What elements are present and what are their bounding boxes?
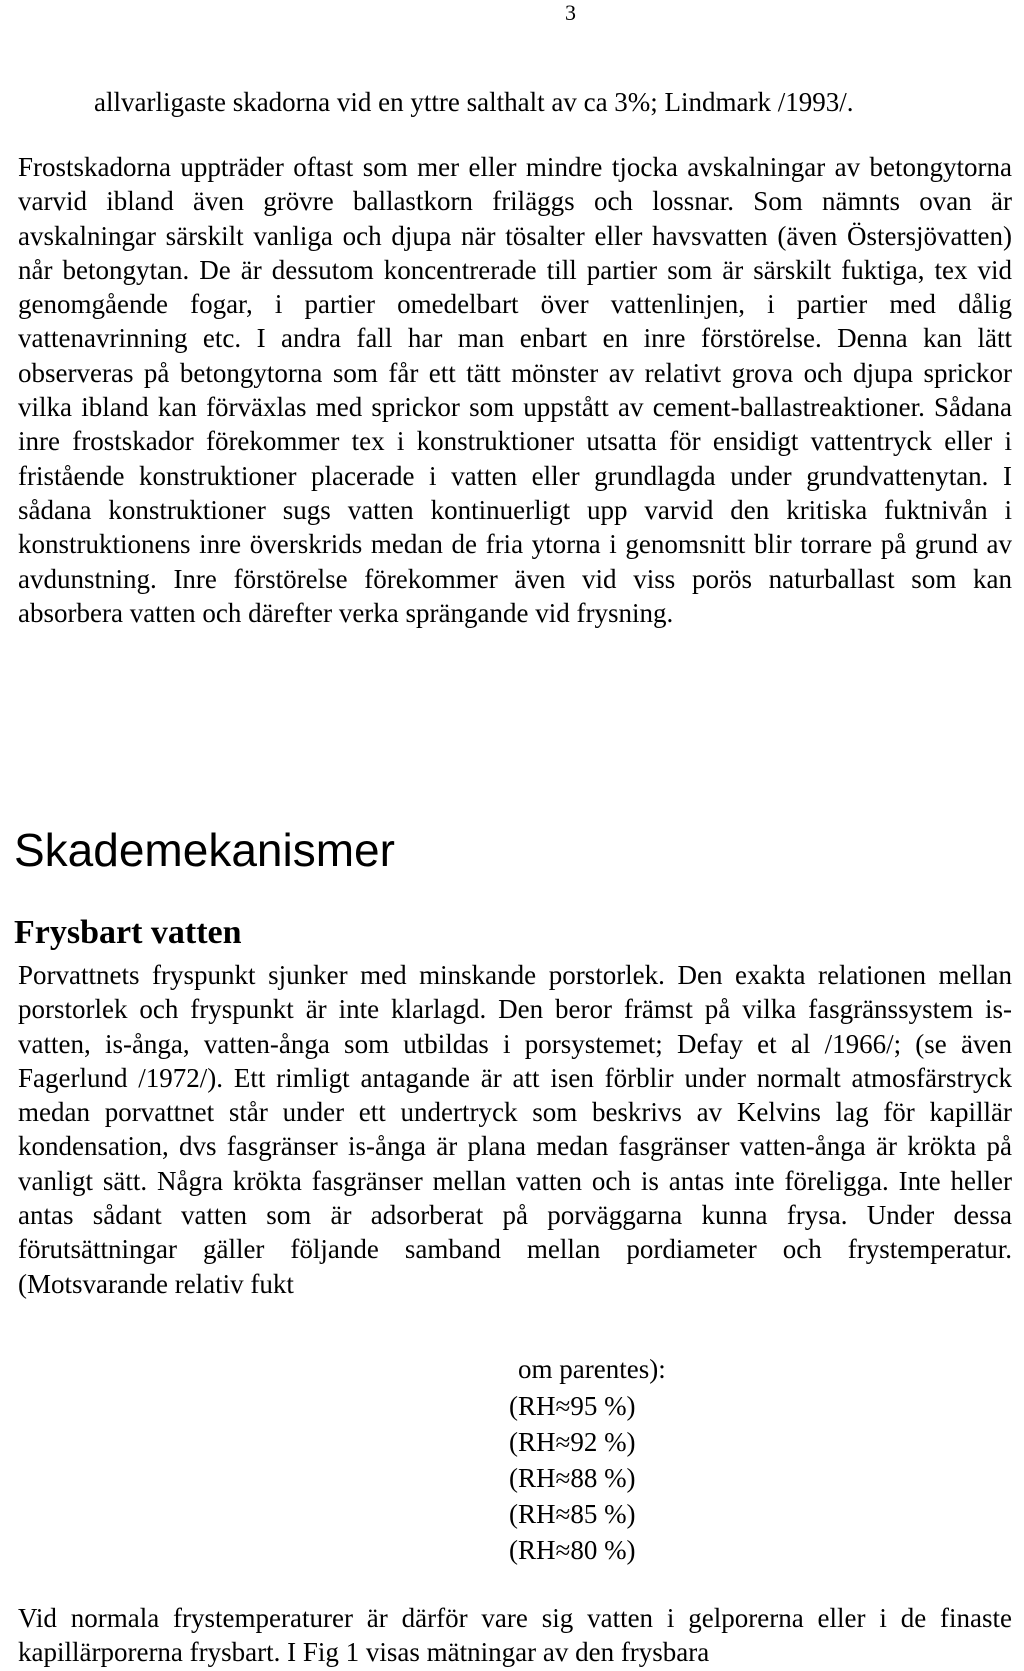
section-title: Skademekanismer [14, 824, 395, 876]
paragraph-frost-damage: Frostskadorna uppträder oftast som mer eller mindre tjocka avskalningar av betongytorna varvid ibland även grövre ballastkorn friläggs och lossnar. Som nämnts ovan är avskalningar särskilt vanliga och djupa när tösalter eller havsvatten (även Östersjövatten) når betongytan. De är dessutom koncentrerade till partier som är särskilt fuktiga, tex vid genomgående fogar, i partier omedelbart över vattenlinjen, i partier med dålig vattenavrinning etc. I andra fall har man enbart en inre förstörelse. Denna kan lätt observeras på betongytorna som får ett tätt mönster av relativt grova och djupa sprickor vilka ibland kan förväxlas med sprickor som uppstått av cement-ballastreaktioner. Sådana inre frostskador förekommer tex i konstruktioner utsatta för ensidigt vattentryck eller i fristående konstruktioner placerade i vatten eller grundlagda under grundvattenytan. I sådana konstruktioner sugs vatten kontinuerligt upp varvid den kritiska fuktnivån i konstruktionens inre överskrids medan de fria ytorna i genomsnitt blir torrare på grund av avdunstning. Inre förstörelse förekommer även vid viss porös naturballast som kan absorbera vatten och därefter verka sprängande vid frysning. [18, 152, 1012, 628]
page-number: 3 [565, 0, 576, 25]
rh-intro: om parentes): [518, 1354, 666, 1384]
rh-values [509, 1388, 636, 1568]
subsection-title: Frysbart vatten [14, 914, 242, 951]
rh-value: (RH≈88 %) [509, 1463, 636, 1493]
paragraph-freezable-water: Porvattnets fryspunkt sjunker med minskande porstorlek. Den exakta relationen mellan porstorlek och fryspunkt är inte klarlagd. Den beror främst på vilka fasgränssystem is-vatten, is-ånga, vatten-ånga som utbildas i porsystemet; Defay et al /1966/; (se även Fagerlund /1972/). Ett rimligt antagande är att isen förblir under normalt atmosfärstryck medan porvattnet står under ett undertryck som beskrivs av Kelvins lag för kapillär kondensation, dvs fasgränser is-ånga är plana medan fasgränser vatten-ånga är krökta på vanligt sätt. Några krökta fasgränser mellan vatten och is antas inte föreligga. Inte heller antas sådant vatten som är adsorberat på porväggarna kunna frysa. Under dessa förutsättningar gäller följande samband mellan pordiameter och frystemperatur. (Motsvarande relativ fukt [18, 960, 1012, 1299]
lead-line: allvarligaste skadorna vid en yttre salthalt av ca 3%; Lindmark /1993/. [94, 87, 854, 117]
rh-value: (RH≈95 %) [509, 1391, 636, 1421]
rh-value: (RH≈92 %) [509, 1427, 636, 1457]
rh-value: (RH≈85 %) [509, 1499, 636, 1529]
rh-value: (RH≈80 %) [509, 1535, 636, 1565]
paragraph-freezing-temperatures: Vid normala frystemperaturer är därför vare sig vatten i gelporerna eller i de finaste kapillärporerna frysbart. I Fig 1 visas mätningar av den frysbara [18, 1603, 1012, 1668]
